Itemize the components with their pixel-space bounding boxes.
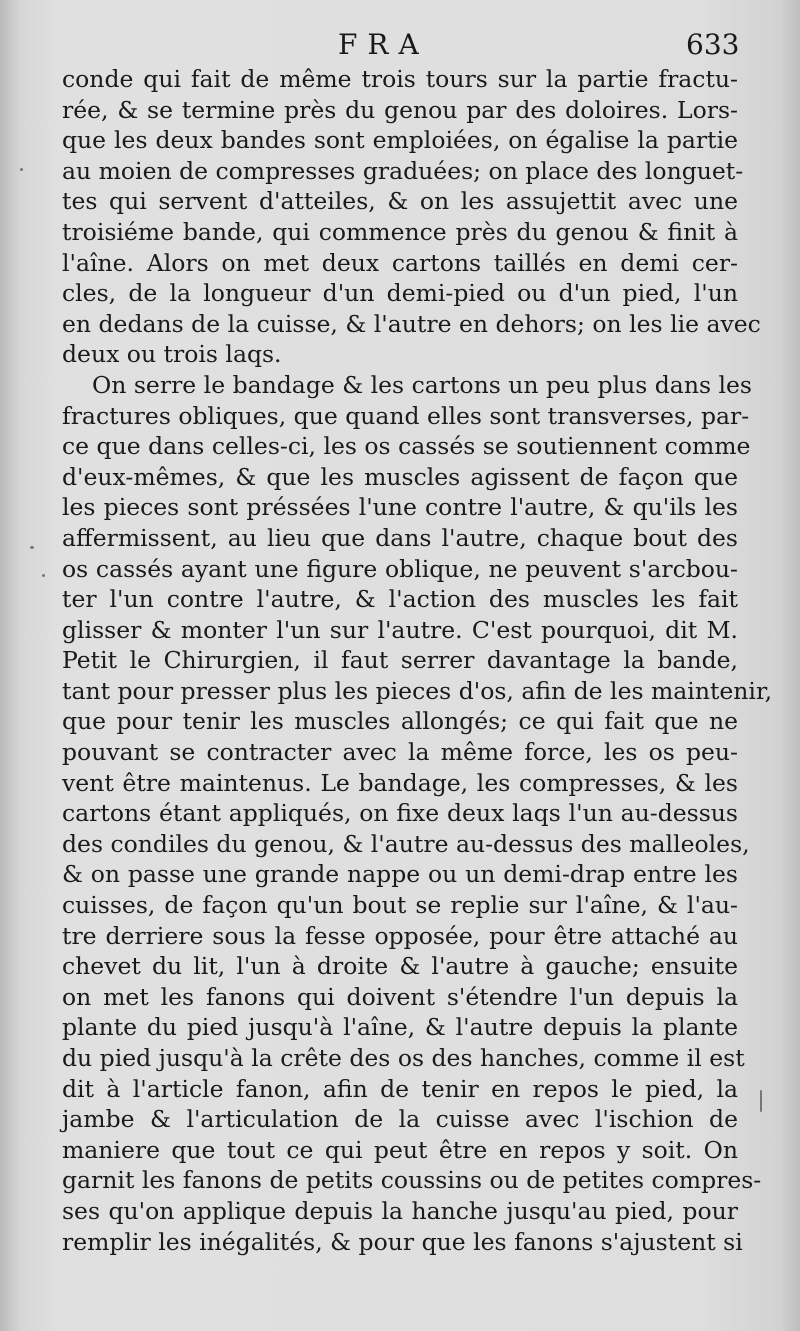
text-line: remplir les inégalités, & pour que les fanons s'ajustent si xyxy=(62,1227,743,1256)
text-line: rée, & se termine près du genou par des doloires. Lors- xyxy=(62,95,738,124)
text-line: jambe & l'articulation de la cuisse avec l'ischion de xyxy=(62,1105,738,1134)
page-header xyxy=(0,28,800,68)
text-line: dit à l'article fanon, afin de tenir en repos le pied, la xyxy=(62,1074,738,1103)
text-line: affermissent, au lieu que dans l'autre, chaque bout des xyxy=(62,523,738,552)
text-line: & on passe une grande nappe ou un demi-drap entre les xyxy=(62,860,738,889)
text-line: tant pour presser plus les pieces d'os, afin de les maintenir, xyxy=(62,676,773,705)
text-line: ce que dans celles-ci, les os cassés se soutiennent comme xyxy=(62,432,751,461)
paper-speck xyxy=(760,1090,762,1112)
text-line: vent être maintenus. Le bandage, les compresses, & les xyxy=(62,768,738,797)
text-line: troisiéme bande, qui commence près du genou & finit à xyxy=(62,217,738,246)
text-line: ses qu'on applique depuis la hanche jusqu'au pied, pour xyxy=(62,1196,738,1225)
text-line: chevet du lit, l'un à droite & l'autre à gauche; ensuite xyxy=(62,952,738,981)
text-line: fractures obliques, que quand elles sont transverses, par- xyxy=(62,401,750,430)
text-line: pouvant se contracter avec la même force, les os peu- xyxy=(62,738,738,767)
text-line: glisser & monter l'un sur l'autre. C'est pourquoi, dit M. xyxy=(62,615,738,644)
text-line: on met les fanons qui doivent s'étendre l'un depuis la xyxy=(62,982,738,1011)
text-line: au moien de compresses graduées; on place des longuet- xyxy=(62,156,744,185)
body-text xyxy=(62,64,773,1257)
text-line: des condiles du genou, & l'autre au-dessus des malleoles, xyxy=(62,829,750,858)
text-line: d'eux-mêmes, & que les muscles agissent de façon que xyxy=(62,462,738,491)
text-line: maniere que tout ce qui peut être en repos y soit. On xyxy=(62,1135,738,1164)
text-line: en dedans de la cuisse, & l'autre en dehors; on les lie avec xyxy=(62,309,761,338)
text-line: Petit le Chirurgien, il faut serrer davantage la bande, xyxy=(62,646,738,675)
text-line: plante du pied jusqu'à l'aîne, & l'autre depuis la plante xyxy=(62,1013,738,1042)
text-line: que les deux bandes sont emploiées, on égalise la partie xyxy=(62,126,738,155)
text-line: cuisses, de façon qu'un bout se replie sur l'aîne, & l'au- xyxy=(62,891,738,920)
text-line: tre derriere sous la fesse opposée, pour être attaché au xyxy=(62,921,738,950)
text-line: ter l'un contre l'autre, & l'action des muscles les fait xyxy=(62,585,738,614)
page-number: 633 xyxy=(686,28,740,61)
text-line: os cassés ayant une figure oblique, ne peuvent s'arcbou- xyxy=(62,554,738,583)
paragraph-start-line: On serre le bandage & les cartons un peu plus dans les xyxy=(92,370,752,399)
text-line: tes qui servent d'atteiles, & on les assujettit avec une xyxy=(62,187,738,216)
text-line: les pieces sont préssées l'une contre l'autre, & qu'ils les xyxy=(62,493,738,522)
text-line: cartons étant appliqués, on fixe deux laqs l'un au-dessus xyxy=(62,799,738,828)
running-title: FRA xyxy=(338,28,429,61)
paragraph-end-line: deux ou trois laqs. xyxy=(62,340,282,369)
text-line: garnit les fanons de petits coussins ou de petites compres- xyxy=(62,1166,762,1195)
text-line: conde qui fait de même trois tours sur la partie fractu- xyxy=(62,65,738,93)
paper-speck xyxy=(42,574,45,577)
text-line: cles, de la longueur d'un demi-pied ou d'un pied, l'un xyxy=(62,279,738,308)
text-line: que pour tenir les muscles allongés; ce qui fait que ne xyxy=(62,707,738,736)
paper-speck xyxy=(30,546,34,549)
text-line: l'aîne. Alors on met deux cartons taillés en demi cer- xyxy=(62,248,738,277)
text-line: du pied jusqu'à la crête des os des hanches, comme il est xyxy=(62,1044,745,1072)
paper-speck xyxy=(20,168,23,171)
